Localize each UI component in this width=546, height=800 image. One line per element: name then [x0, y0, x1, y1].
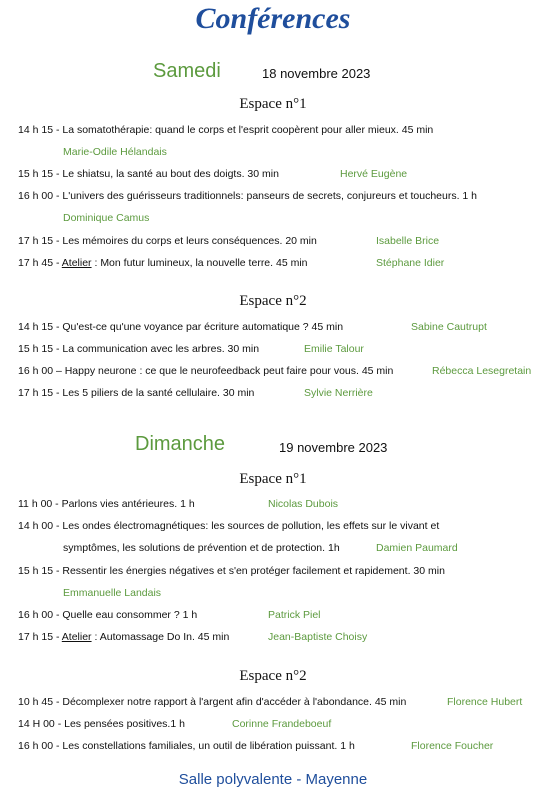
- talk-time: 14 H 00 -: [18, 718, 65, 730]
- talk-item: [18, 168, 279, 180]
- talk-item: [18, 631, 229, 643]
- espace-heading: Espace n°2: [239, 668, 307, 684]
- talk-item: [18, 718, 185, 730]
- talk-speaker: Nicolas Dubois: [268, 498, 339, 510]
- talk-speaker: Hervé Eugène: [340, 168, 408, 180]
- talk-speaker: Sabine Cautrupt: [411, 321, 487, 333]
- talk-time: 17 h 15 -: [18, 631, 62, 643]
- talk-item: [18, 520, 439, 532]
- talk-item: [18, 124, 433, 136]
- talk-time: 10 h 45 -: [18, 696, 63, 708]
- talk-text: Les mémoires du corps et leurs conséquences. 20 min: [62, 235, 317, 247]
- talk-item: [18, 696, 406, 708]
- talk-time: 16 h 00 -: [18, 190, 63, 202]
- atelier-label: Atelier: [61, 631, 92, 643]
- talk-speaker: Isabelle Brice: [376, 235, 440, 247]
- talk-item: [18, 343, 259, 355]
- talk-text: Les ondes électromagnétiques: les sources de pollution, les effets sur le vivant et: [62, 520, 440, 532]
- page-title: Conférences: [195, 2, 351, 35]
- atelier-label: Atelier: [61, 257, 92, 269]
- talk-time: 14 h 15 -: [18, 321, 63, 333]
- talk-speaker: Corinne Frandeboeuf: [232, 718, 332, 730]
- date-samedi: 18 novembre 2023: [262, 66, 371, 81]
- talk-speaker: Dominique Camus: [63, 212, 150, 224]
- talk-text: Les 5 piliers de la santé cellulaire. 30 min: [62, 387, 255, 399]
- talk-item: [18, 190, 477, 202]
- talk-time: 15 h 15 -: [18, 343, 63, 355]
- talk-text: : Mon futur lumineux, la nouvelle terre. 45 min: [91, 257, 308, 269]
- talk-time: 14 h 15 -: [18, 124, 63, 136]
- talk-time: 14 h 00 -: [18, 520, 63, 532]
- talk-text: Qu'est-ce qu'une voyance par écriture automatique ? 45 min: [62, 321, 344, 333]
- talk-time: 17 h 15 -: [18, 235, 63, 247]
- talk-item: [18, 498, 195, 510]
- talk-speaker: Sylvie Nerrière: [304, 387, 373, 399]
- talk-time: 17 h 45 -: [18, 257, 62, 269]
- espace-heading: Espace n°2: [239, 293, 307, 309]
- talk-speaker: Damien Paumard: [376, 542, 458, 554]
- talk-item: [18, 387, 254, 399]
- talk-speaker: Jean-Baptiste Choisy: [268, 631, 368, 643]
- espace-heading: Espace n°1: [239, 471, 307, 487]
- talk-text: Décomplexer notre rapport à l'argent afin d'accéder à l'abondance. 45 min: [62, 696, 407, 708]
- talk-time: 17 h 15 -: [18, 387, 63, 399]
- talk-text: La communication avec les arbres. 30 min: [62, 343, 260, 355]
- talk-text: Quelle eau consommer ? 1 h: [62, 609, 198, 621]
- talk-item: [18, 565, 445, 577]
- talk-speaker: Marie-Odile Hélandais: [63, 146, 167, 158]
- talk-time: 15 h 15 -: [18, 565, 63, 577]
- venue-footer: Salle polyvalente - Mayenne: [178, 771, 368, 788]
- talk-speaker: Emmanuelle Landais: [63, 587, 162, 599]
- talk-time: 16 h 00 -: [18, 740, 63, 752]
- talk-text: : Automassage Do In. 45 min: [91, 631, 230, 643]
- date-dimanche: 19 novembre 2023: [279, 440, 388, 455]
- talk-time: 15 h 15 -: [18, 168, 63, 180]
- talk-item: [18, 235, 317, 247]
- talk-item: [18, 740, 355, 752]
- espace-heading: Espace n°1: [239, 96, 307, 112]
- talk-time: 16 h 00 -: [18, 609, 63, 621]
- talk-item: [18, 257, 308, 269]
- talk-text: La somatothérapie: quand le corps et l'esprit coopèrent pour aller mieux. 45 min: [62, 124, 434, 136]
- talk-speaker: Florence Foucher: [411, 740, 494, 752]
- talk-text-continued: symptômes, les solutions de prévention et de protection. 1h: [63, 542, 340, 554]
- talk-time: 11 h 00 -: [18, 498, 62, 510]
- talk-speaker: Rébecca Lesegretain: [432, 365, 532, 377]
- talk-text: Happy neurone : ce que le neurofeedback peut faire pour vous. 45 min: [64, 365, 394, 377]
- talk-text: Les pensées positives.1 h: [64, 718, 185, 730]
- talk-item: [18, 609, 197, 621]
- talk-item: [18, 365, 393, 377]
- talk-text: L'univers des guérisseurs traditionnels: panseurs de secrets, conjureurs et toucheurs. 1 h: [62, 190, 478, 202]
- talk-item: [18, 321, 343, 333]
- talk-speaker: Emilie Talour: [304, 343, 364, 355]
- talk-speaker: Florence Hubert: [447, 696, 523, 708]
- talk-text: Ressentir les énergies négatives et s'en protéger facilement et rapidement. 30 min: [62, 565, 445, 577]
- day-heading-samedi: Samedi: [153, 60, 221, 82]
- talk-text: Les constellations familiales, un outil de libération puissant. 1 h: [62, 740, 355, 752]
- talk-speaker: Patrick Piel: [268, 609, 321, 621]
- talk-text: Parlons vies antérieures. 1 h: [61, 498, 195, 510]
- talk-speaker: Stéphane Idier: [376, 257, 445, 269]
- talk-text: Le shiatsu, la santé au bout des doigts. 30 min: [62, 168, 279, 180]
- day-heading-dimanche: Dimanche: [135, 433, 226, 455]
- talk-time: 16 h 00 –: [18, 365, 65, 377]
